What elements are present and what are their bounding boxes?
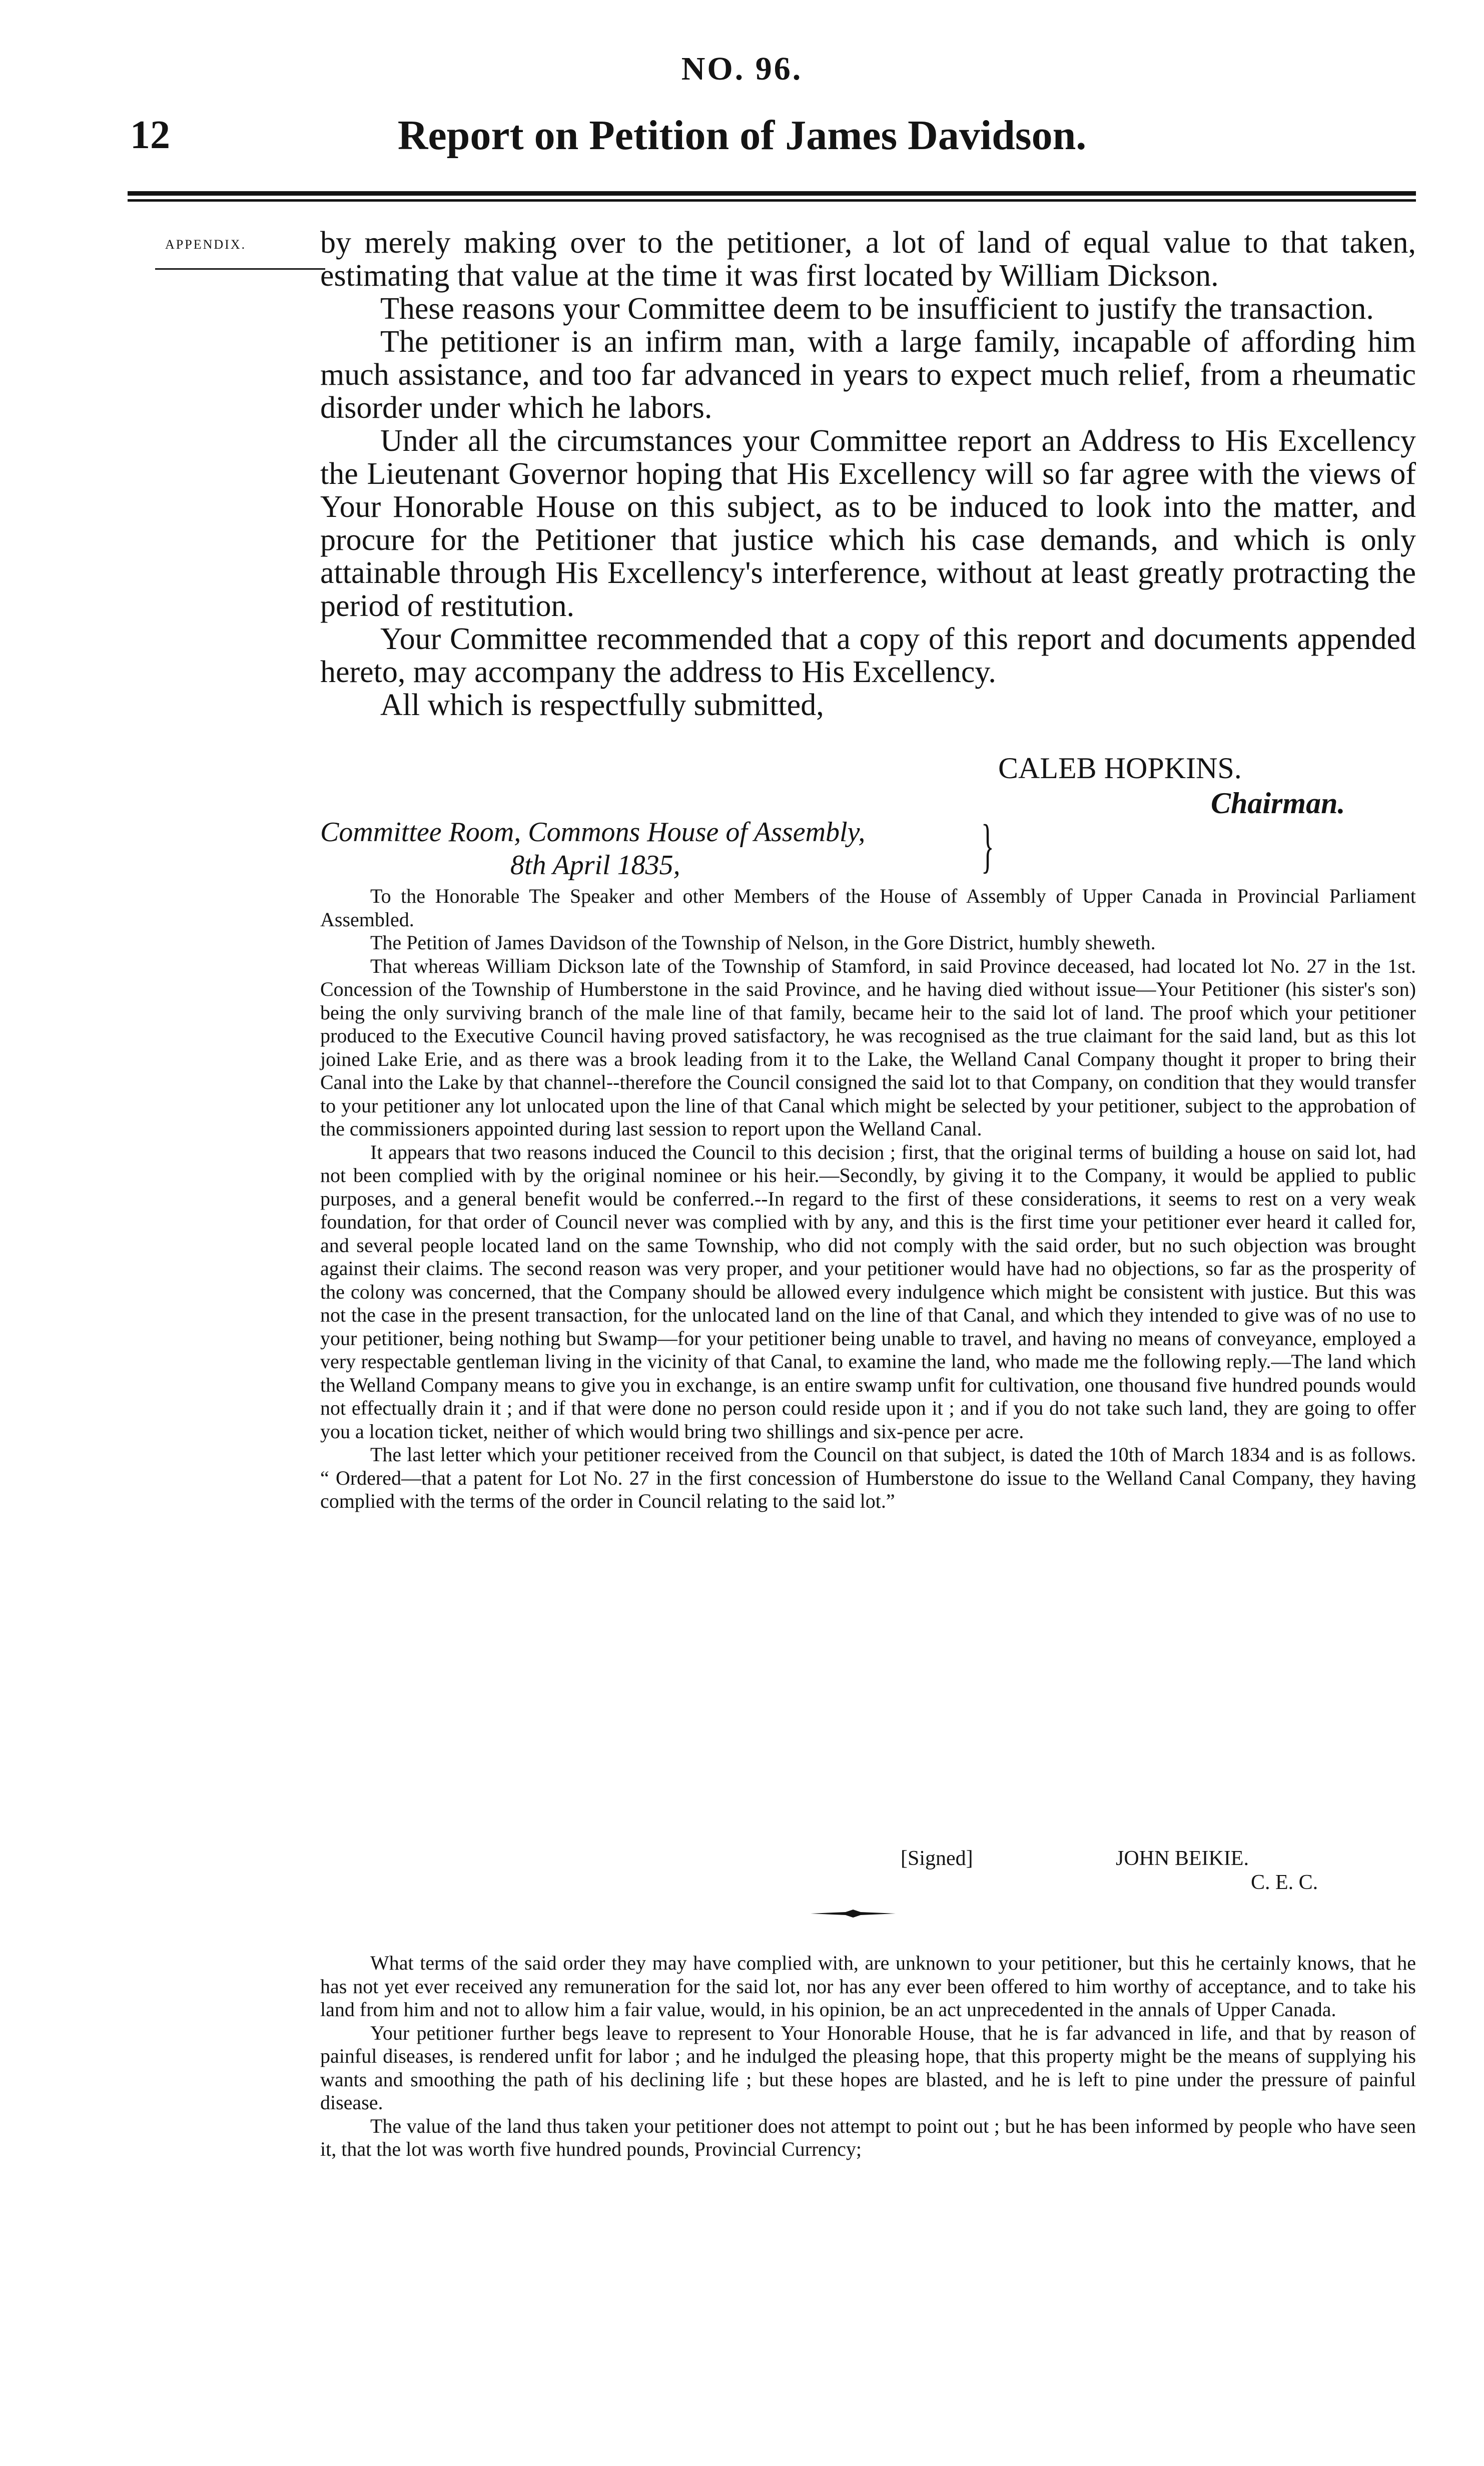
continued-paragraph: Your petitioner further begs leave to represent to Your Honorable House, that he is far advanced in life, and that by reason of painful diseases, is rendered unfit for labor ; and he indulged the pleasing hope, that this property might be the means of supplying his wants and smoothing the path of his declining life ; but these hopes are blasted, and he is left to pine under the pressure of painful disease.	[320, 2021, 1416, 2114]
margin-note-appendix: APPENDIX.	[165, 237, 247, 252]
petition-body	[320, 885, 1416, 1513]
report-paragraph: The petitioner is an infirm man, with a large family, incapable of affording him much assistance, and too far advanced in years to expect much relief, from a rheumatic disorder under which he labors.	[320, 325, 1416, 425]
report-paragraph: by merely making over to the petitioner, a lot of land of equal value to that taken, estimating that value at the time it was first located by William Dickson.	[320, 226, 1416, 293]
report-body	[320, 226, 1416, 722]
report-paragraph: Under all the circumstances your Committee report an Address to His Excellency the Lieutenant Governor hoping that His Excellency will so far agree with the views of Your Honorable House on this subject, as to be induced to look into the matter, and procure for the Petitioner that justice which his case demands, and which is only attainable through His Excellency's interference, without at least greatly protracting the period of restitution.	[320, 424, 1416, 623]
report-paragraph: These reasons your Committee deem to be insufficient to justify the transaction.	[380, 292, 1374, 326]
page-number: 12	[130, 113, 170, 157]
signed-name: JOHN BEIKIE.	[1116, 1847, 1249, 1870]
petition-paragraph: To the Honorable The Speaker and other Members of the House of Assembly of Upper Canada in Provincial Parliament Assembled.	[320, 885, 1416, 931]
header-rule-thick	[128, 191, 1416, 196]
petition-paragraph: The last letter which your petitioner received from the Council on that subject, is dated the 10th of March 1834 and is as follows. “ Ordered—that a patent for Lot No. 27 in the first concession of Humberstone do issue to the Welland Canal Company, they having complied with the terms of the order in Council relating to the said lot.”	[320, 1443, 1416, 1512]
signed-label: [Signed]	[901, 1847, 973, 1870]
continued-body	[320, 1952, 1416, 2161]
committee-place: Committee Room, Commons House of Assembly,	[320, 817, 866, 848]
report-paragraph: All which is respectfully submitted,	[380, 688, 824, 722]
brace-icon: }	[981, 812, 994, 879]
page-title: Report on Petition of James Davidson.	[397, 112, 1087, 159]
signature-role: Chairman.	[1211, 787, 1345, 820]
signature-name: CALEB HOPKINS.	[998, 752, 1242, 785]
signed-title: C. E. C.	[1251, 1871, 1318, 1894]
committee-date: 8th April 1835,	[510, 850, 680, 881]
continued-paragraph: What terms of the said order they may have complied with, are unknown to your petitioner, but this he certainly knows, that he has not yet ever received any remuneration for the said lot, nor has any ever been offered to him worthy of acceptance, and to take his land from him and not to allow him a fair value, would, in his opinion, be an act unprecedented in the annals of Upper Canada.	[320, 1952, 1416, 2021]
report-paragraph: Your Committee recommended that a copy of this report and documents appended hereto, may accompany the address to His Excellency.	[320, 622, 1416, 689]
margin-rule	[155, 268, 325, 270]
ornament-divider-icon	[811, 1909, 896, 1919]
continued-paragraph: The value of the land thus taken your petitioner does not attempt to point out ; but he has been informed by people who have seen it, that the lot was worth five hundred pounds, Provincial Currency;	[320, 2114, 1416, 2160]
petition-paragraph: It appears that two reasons induced the Council to this decision ; first, that the original terms of building a house on said lot, had not been complied with by the original nominee or his heir.—Secondly, by giving it to the Company, it would be applied to public purposes, and a general benefit would be conferred.--In regard to the first of these considerations, it seems to rest on a very weak foundation, for that order of Council never was complied with by any, and this is the first time your petitioner ever heard it called for, and several people located land on the same Township, who did not comply with the said order, but no such objection was brought against their claims. The second reason was very proper, and your petitioner would have had no objections, so far as the prosperity of the colony was concerned, that the Company should be allowed every indulgence which might be consistent with justice. But this was not the case in the present transaction, for the unlocated land on the line of that Canal, and which they intended to give was of no use to your petitioner, being nothing but Swamp—for your petitioner being unable to travel, and having no means of conveyance, employed a very respectable gentleman living in the vicinity of that Canal, to examine the land, who made me the following reply.—The land which the Welland Company means to give you in exchange, is an entire swamp unfit for cultivation, one thousand five hundred pounds would not effectually drain it ; and if that were done no person could reside upon it ; and if you do not take such land, they are going to offer you a location ticket, neither of which would bring two shillings and six-pence per acre.	[320, 1140, 1416, 1443]
header-rule-thin	[128, 199, 1416, 202]
petition-paragraph: The Petition of James Davidson of the Township of Nelson, in the Gore District, humbly sheweth.	[370, 931, 1156, 954]
document-number: NO. 96.	[681, 51, 803, 87]
petition-paragraph: That whereas William Dickson late of the Township of Stamford, in said Province deceased, had located lot No. 27 in the 1st. Concession of the Township of Humberstone in the said Province, and he having died without issue—Your Petitioner (his sister's son) being the only surviving branch of the male line of that family, became heir to the said lot of land. The proof which your petitioner produced to the Executive Council having proved satisfactory, he was recognised as the true claimant for the said land, but as this lot joined Lake Erie, and as there was a brook leading from it to the Lake, the Welland Canal Company thought it proper to bring their Canal into the Lake by that channel--therefore the Council consigned the said lot to that Company, on condition that they would transfer to your petitioner any lot unlocated upon the line of that Canal which might be selected by your petitioner, subject to the approbation of the commissioners appointed during last session to report upon the Welland Canal.	[320, 954, 1416, 1140]
committee-dateline	[320, 816, 865, 882]
